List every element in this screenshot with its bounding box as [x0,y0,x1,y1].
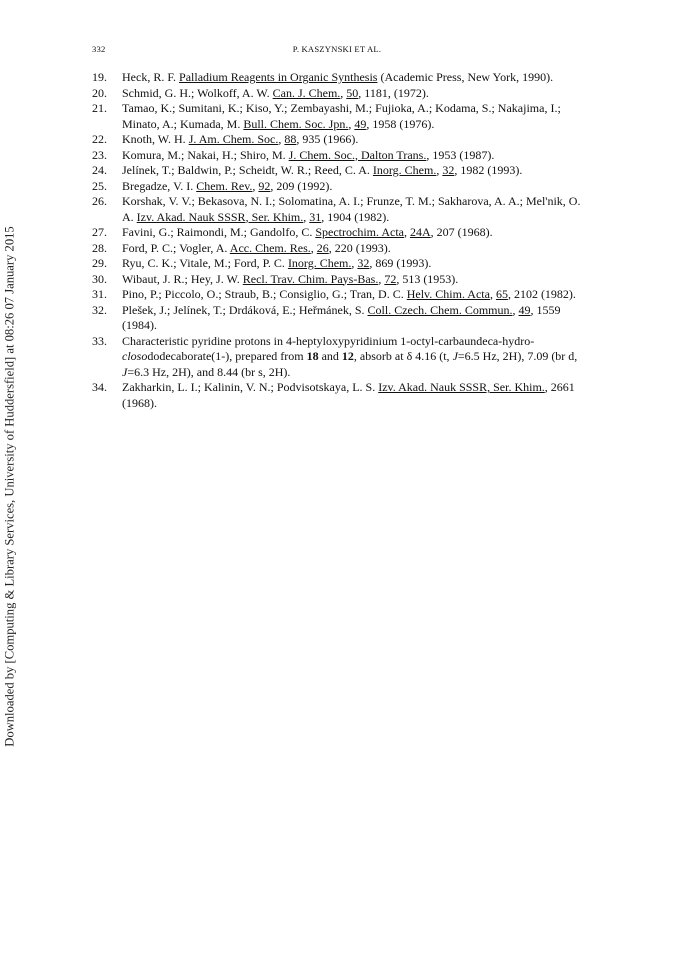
volume: 65 [495,287,508,301]
download-notice-text: Downloaded by [Computing & Library Services, University of Huddersfield] at 08:26 07 January 2015 [2,225,17,747]
volume: 50 [346,85,359,100]
reference-number: 19. [92,70,107,84]
reference-22 [92,132,586,148]
reference-19 [92,70,586,86]
journal-title: Izv. Akad. Nauk SSSR, Ser. Khim. [378,380,545,394]
reference-34 [92,380,586,411]
running-head: P. KASZYNSKI ET AL. [292,44,382,54]
reference-number: 21. [92,101,107,115]
reference-24 [92,163,586,179]
reference-32 [92,303,586,334]
reference-text: Plešek, J.; Jelínek, T.; Drdáková, E.; Heřmánek, S. Coll. Czech. Chem. Commun., 49, 1559 (1984). [122,302,561,332]
reference-number: 22. [92,132,107,146]
reference-20 [92,86,586,102]
reference-text: Zakharkin, L. I.; Kalinin, V. N.; Podvisotskaya, L. S. Izv. Akad. Nauk SSSR, Ser. Khim., 2661 (1968). [122,380,575,410]
reference-28 [92,241,586,257]
volume: 49 [354,116,367,131]
compound-18: 18 [306,349,319,363]
reference-text: Bregadze, V. I. Chem. Rev., 92, 209 (1992). [122,178,333,193]
reference-21 [92,101,586,132]
journal-title: Recl. Trav. Chim. Pays-Bas. [242,271,379,286]
journal-title: Izv. Akad. Nauk SSSR, Ser. Khim. [136,209,304,224]
reference-27 [92,225,586,241]
reference-33 [92,334,586,381]
journal-title: Can. J. Chem. [272,85,341,100]
volume: 92 [258,178,271,193]
reference-list [92,70,586,411]
reference-31 [92,287,586,303]
volume: 88 [284,132,297,146]
reference-text: Knoth, W. H. J. Am. Chem. Soc., 88, 935 (1966). [122,132,359,146]
reference-23 [92,148,586,164]
journal-title: J. Am. Chem. Soc. [188,132,279,146]
reference-number: 25. [92,178,107,193]
reference-number: 20. [92,85,107,100]
volume: 24A [409,225,431,239]
journal-title: Coll. Czech. Chem. Commun. [367,302,513,317]
reference-number: 27. [92,225,107,239]
journal-title: Bull. Chem. Soc. Jpn. [243,116,349,131]
reference-number: 34. [92,380,107,394]
reference-number: 33. [92,333,107,348]
journal-title: Chem. Rev. [196,178,253,193]
journal-title: J. Chem. Soc., Dalton Trans. [288,147,427,162]
reference-text: Komura, M.; Nakai, H.; Shiro, M. J. Chem. Soc., Dalton Trans., 1953 (1987). [122,147,495,162]
journal-title: Acc. Chem. Res. [229,240,311,255]
volume: 72 [384,271,397,286]
journal-title: Inorg. Chem. [372,163,437,177]
compound-12: 12 [341,349,354,363]
reference-number: 30. [92,271,107,286]
reference-text: Ford, P. C.; Vogler, A. Acc. Chem. Res., 26, 220 (1993). [122,240,391,255]
reference-text: Korshak, V. V.; Bekasova, N. I.; Solomatina, A. I.; Frunze, T. M.; Sakharova, A. A.; Mel'nik, O. A. Izv. Akad. Nauk SSSR, Ser. Khim., 31, 1904 (1982). [122,194,581,224]
reference-text: Characteristic pyridine protons in 4-heptyloxypyridinium 1-octyl-carbaundeca-hydro-closododecaborate(1-), prepared from 18 and 12, absorb at δ 4.16 (t, J=6.5 Hz, 2H), 7.09 (br d, J=6.3 Hz, 2H), and 8.44 (br s, 2H). [122,333,578,379]
reference-number: 23. [92,147,107,162]
reference-26 [92,194,586,225]
reference-30 [92,272,586,288]
journal-title: Inorg. Chem. [287,256,352,270]
reference-text: Heck, R. F. Palladium Reagents in Organic Synthesis (Academic Press, New York, 1990). [122,70,554,84]
closo-prefix: closo [122,349,148,363]
reference-number: 24. [92,163,107,177]
book-title: Palladium Reagents in Organic Synthesis [179,70,378,84]
journal-title: Helv. Chim. Acta [406,287,490,301]
page-number: 332 [92,44,106,54]
reference-text: Favini, G.; Raimondi, M.; Gandolfo, C. Spectrochim. Acta, 24A, 207 (1968). [122,225,493,239]
reference-number: 29. [92,256,107,270]
volume: 26 [316,240,329,255]
reference-number: 28. [92,240,107,255]
journal-title: Spectrochim. Acta [315,225,404,239]
coupling-constant-label: J [452,349,458,363]
page-header [92,44,582,58]
reference-25 [92,179,586,195]
volume: 32 [357,256,370,270]
volume: 32 [442,163,455,177]
coupling-constant-label: J [122,364,128,379]
volume: 31 [309,209,322,224]
reference-number: 32. [92,302,107,317]
reference-number: 31. [92,287,107,301]
download-notice [3,206,17,766]
reference-text: Schmid, G. H.; Wolkoff, A. W. Can. J. Chem., 50, 1181, (1972). [122,85,429,100]
reference-text: Wibaut, J. R.; Hey, J. W. Recl. Trav. Chim. Pays-Bas., 72, 513 (1953). [122,271,459,286]
reference-29 [92,256,586,272]
reference-text: Jelínek, T.; Baldwin, P.; Scheidt, W. R.; Reed, C. A. Inorg. Chem., 32, 1982 (1993). [122,163,523,177]
reference-text: Ryu, C. K.; Vitale, M.; Ford, P. C. Inorg. Chem., 32, 869 (1993). [122,256,432,270]
volume: 49 [518,302,531,317]
reference-text: Tamao, K.; Sumitani, K.; Kiso, Y.; Zembayashi, M.; Fujioka, A.; Kodama, S.; Nakajima, I.; Minato, A.; Kumada, M. Bull. Chem. Soc. Jpn., 49, 1958 (1976). [122,101,561,131]
reference-text: Pino, P.; Piccolo, O.; Straub, B.; Consiglio, G.; Tran, D. C. Helv. Chim. Acta, 65, 2102 (1982). [122,287,576,301]
reference-number: 26. [92,194,107,208]
